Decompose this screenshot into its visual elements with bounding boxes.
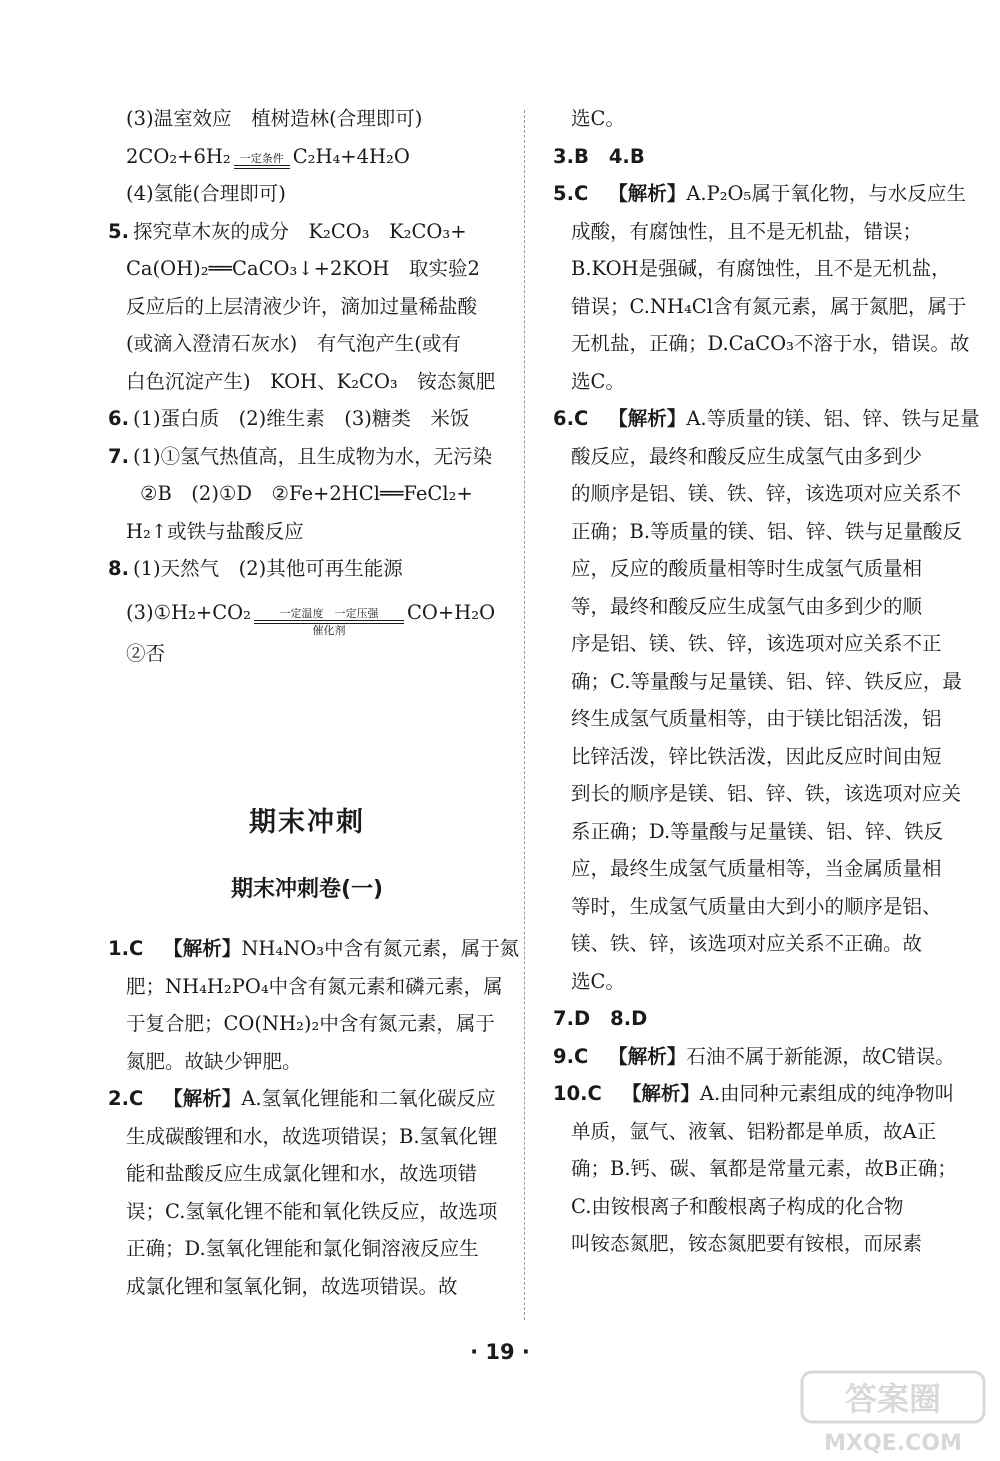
answer-line: 探究草木灰的成分 K₂CO₃ K₂CO₃+ <box>132 219 467 243</box>
question-number: 9.C <box>553 1044 589 1068</box>
answer-line: 于复合肥；CO(NH₂)₂中含有氮元素，属于 <box>126 1012 495 1035</box>
q8-part3-end: ②否 <box>126 642 166 665</box>
equation-rhs: C₂H₄+4H₂O <box>292 144 410 168</box>
answer-line: 比锌活泼，锌比铁活泼，因此反应时间由短 <box>571 744 942 768</box>
reaction-condition-top: 一定温度 一定压强 <box>279 607 379 620</box>
answer-line: 单质，氩气、液氧、铝粉都是单质，故A正 <box>571 1119 937 1143</box>
section-title: 期末冲刺 <box>249 807 365 838</box>
question-number: 8. <box>108 557 129 580</box>
answer-line: 等时，生成氢气质量由大到小的顺序是铝、 <box>571 894 942 918</box>
question-1 <box>108 930 520 1080</box>
q4-part3-text: (3)温室效应 植树造林(合理即可) <box>126 107 423 130</box>
answer-line: H₂↑或铁与盐酸反应 <box>126 519 304 543</box>
answer-line: 终生成氢气质量相等，由于镁比铝活泼，铝 <box>571 707 942 730</box>
equation-rhs: CO+H₂O <box>407 600 496 624</box>
answer-line: A.由同种元素组成的纯净物叫 <box>699 1082 955 1105</box>
answer-line: 到长的顺序是镁、铝、锌、铁，该选项对应关 <box>571 782 962 805</box>
left-column-bottom <box>108 930 520 1305</box>
reaction-arrow <box>234 153 290 169</box>
answer-line: 生成碳酸锂和水，故选项错误；B.氢氧化锂 <box>126 1124 498 1148</box>
answer-line: 石油不属于新能源，故C错误。 <box>686 1044 955 1068</box>
question-7 <box>108 438 506 551</box>
answer-line: 成酸，有腐蚀性，且不是无机盐，错误； <box>571 219 923 243</box>
question-number: 4.B <box>608 144 645 168</box>
answer-line: 确；B.钙、碳、氧都是常量元素，故B正确； <box>571 1157 957 1180</box>
question-6 <box>108 400 506 438</box>
answer-line: 系正确；D.等量酸与足量镁、铝、锌、铁反 <box>571 819 944 843</box>
answer-line: (1)①氢气热值高，且生成物为水，无污染 <box>132 444 493 468</box>
answer-line: 无机盐，正确；D.CaCO₃不溶于水，错误。故 <box>571 332 970 355</box>
analysis-tag: 【解析】 <box>608 182 687 205</box>
watermark-url-text: MXQE.COM <box>824 1431 962 1456</box>
question-number: 10.C <box>553 1082 602 1105</box>
answer-line: 误；C.氢氧化锂不能和氧化铁反应，故选项 <box>126 1199 498 1223</box>
answer-line: (1)蛋白质 (2)维生素 (3)糖类 米饭 <box>132 407 470 430</box>
answer-line: ②B (2)①D ②Fe+2HCl══FeCl₂+ <box>140 482 473 505</box>
answer-line: 正确；B.等质量的镁、铝、锌、铁与足量酸反 <box>571 519 963 543</box>
question-8 <box>108 550 506 588</box>
reaction-condition-bottom: 催化剂 <box>312 624 346 637</box>
answer-line: 肥；NH₄H₂PO₄中含有氮元素和磷元素，属 <box>126 974 503 998</box>
answer-line: NH₄NO₃中含有氮元素，属于氮 <box>241 937 520 960</box>
answer-line: A.P₂O₅属于氧化物，与水反应生 <box>686 182 966 205</box>
analysis-tag: 【解析】 <box>163 1087 242 1110</box>
equation-prefix: (3)①H₂+CO₂ <box>126 600 251 624</box>
question-6-right <box>553 400 980 1000</box>
analysis-tag: 【解析】 <box>621 1082 700 1105</box>
answer-line: 选C。 <box>571 969 625 993</box>
answer-line: 成氯化锂和氢氧化铜，故选项错误。故 <box>126 1274 458 1298</box>
answer-line: Ca(OH)₂══CaCO₃↓+2KOH 取实验2 <box>126 257 480 280</box>
question-number: 8.D <box>610 1007 648 1030</box>
questions-7-8 <box>553 1000 945 1038</box>
question-number: 5.C <box>553 182 589 205</box>
question-number: 7. <box>108 444 129 468</box>
question-number: 6.C <box>553 407 589 430</box>
answer-line: 选C。 <box>571 369 625 393</box>
reaction-arrow <box>254 608 404 637</box>
answer-line: 确；C.等量酸与足量镁、铝、锌、铁反应，最 <box>571 669 962 693</box>
answer-line: A.等质量的镁、铝、锌、铁与足量 <box>686 407 980 430</box>
equation-h2-co2 <box>108 594 506 637</box>
equation-lhs: 2CO₂+6H₂ <box>126 144 231 168</box>
question-number: 7.D <box>553 1007 591 1030</box>
column-divider <box>524 110 525 1320</box>
watermark-logo-text: 答案圈 <box>844 1380 942 1418</box>
reaction-condition: 一定条件 <box>239 152 284 165</box>
answer-line: 应，反应的酸质量相等时生成氢气质量相 <box>571 557 923 580</box>
question-9 <box>553 1038 955 1076</box>
answer-line: C.由铵根离子和酸根离子构成的化合物 <box>571 1194 904 1218</box>
analysis-tag: 【解析】 <box>608 1044 687 1068</box>
questions-3-4 <box>553 138 945 176</box>
question-5 <box>108 213 506 401</box>
answer-line: A.氢氧化锂能和二氧化碳反应 <box>241 1087 496 1110</box>
question-2 <box>108 1080 506 1305</box>
answer-line: (或滴入澄清石灰水) 有气泡产生(或有 <box>126 332 461 355</box>
answer-line: 序是铝、镁、铁、锌，该选项对应关系不正 <box>571 632 942 655</box>
continued-text: 选C。 <box>571 107 625 130</box>
answer-line: 应，最终生成氢气质量相等，当金属质量相 <box>571 857 942 880</box>
equation-co2-h2 <box>108 138 506 176</box>
answer-line: 正确；D.氢氧化锂能和氯化铜溶液反应生 <box>126 1237 479 1260</box>
answer-line: 叫铵态氮肥，铵态氮肥要有铵根，而尿素 <box>571 1232 923 1255</box>
answer-line: 反应后的上层清液少许，滴加过量稀盐酸 <box>126 294 478 318</box>
question-number: 2.C <box>108 1087 144 1110</box>
page-number: · 19 · <box>470 1340 530 1364</box>
watermark-logo <box>798 1368 988 1458</box>
answer-line: 镁、铁、锌，该选项对应关系不正确。故 <box>571 932 923 955</box>
question-number: 3.B <box>553 144 589 168</box>
question-5-right <box>553 175 970 400</box>
equal-sign-bar <box>234 165 290 169</box>
analysis-tag: 【解析】 <box>608 407 687 430</box>
answer-line: (1)天然气 (2)其他可再生能源 <box>132 557 403 580</box>
answer-line: B.KOH是强碱，有腐蚀性，且不是无机盐， <box>571 257 951 280</box>
question-number: 6. <box>108 407 129 430</box>
answer-line: 能和盐酸反应生成氯化锂和水，故选项错 <box>126 1162 478 1185</box>
answer-line: 等，最终和酸反应生成氢气由多到少的顺 <box>571 594 923 618</box>
left-column <box>108 100 506 673</box>
right-column <box>553 100 980 1263</box>
analysis-tag: 【解析】 <box>163 937 242 960</box>
answer-line: 的顺序是铝、镁、铁、锌，该选项对应关系不 <box>571 482 962 505</box>
question-number: 1.C <box>108 937 144 960</box>
question-number: 5. <box>108 219 129 243</box>
answer-line: 白色沉淀产生) KOH、K₂CO₃ 铵态氮肥 <box>126 369 496 393</box>
answer-line: 酸反应，最终和酸反应生成氢气由多到少 <box>571 444 923 468</box>
answer-line: 氮肥。故缺少钾肥。 <box>126 1049 302 1073</box>
answer-line: 错误；C.NH₄Cl含有氮元素，属于氮肥，属于 <box>571 294 967 318</box>
question-10 <box>553 1075 957 1263</box>
q4-part4-text: (4)氢能(合理即可) <box>126 182 286 205</box>
subsection-title: 期末冲刺卷(一) <box>230 877 384 902</box>
